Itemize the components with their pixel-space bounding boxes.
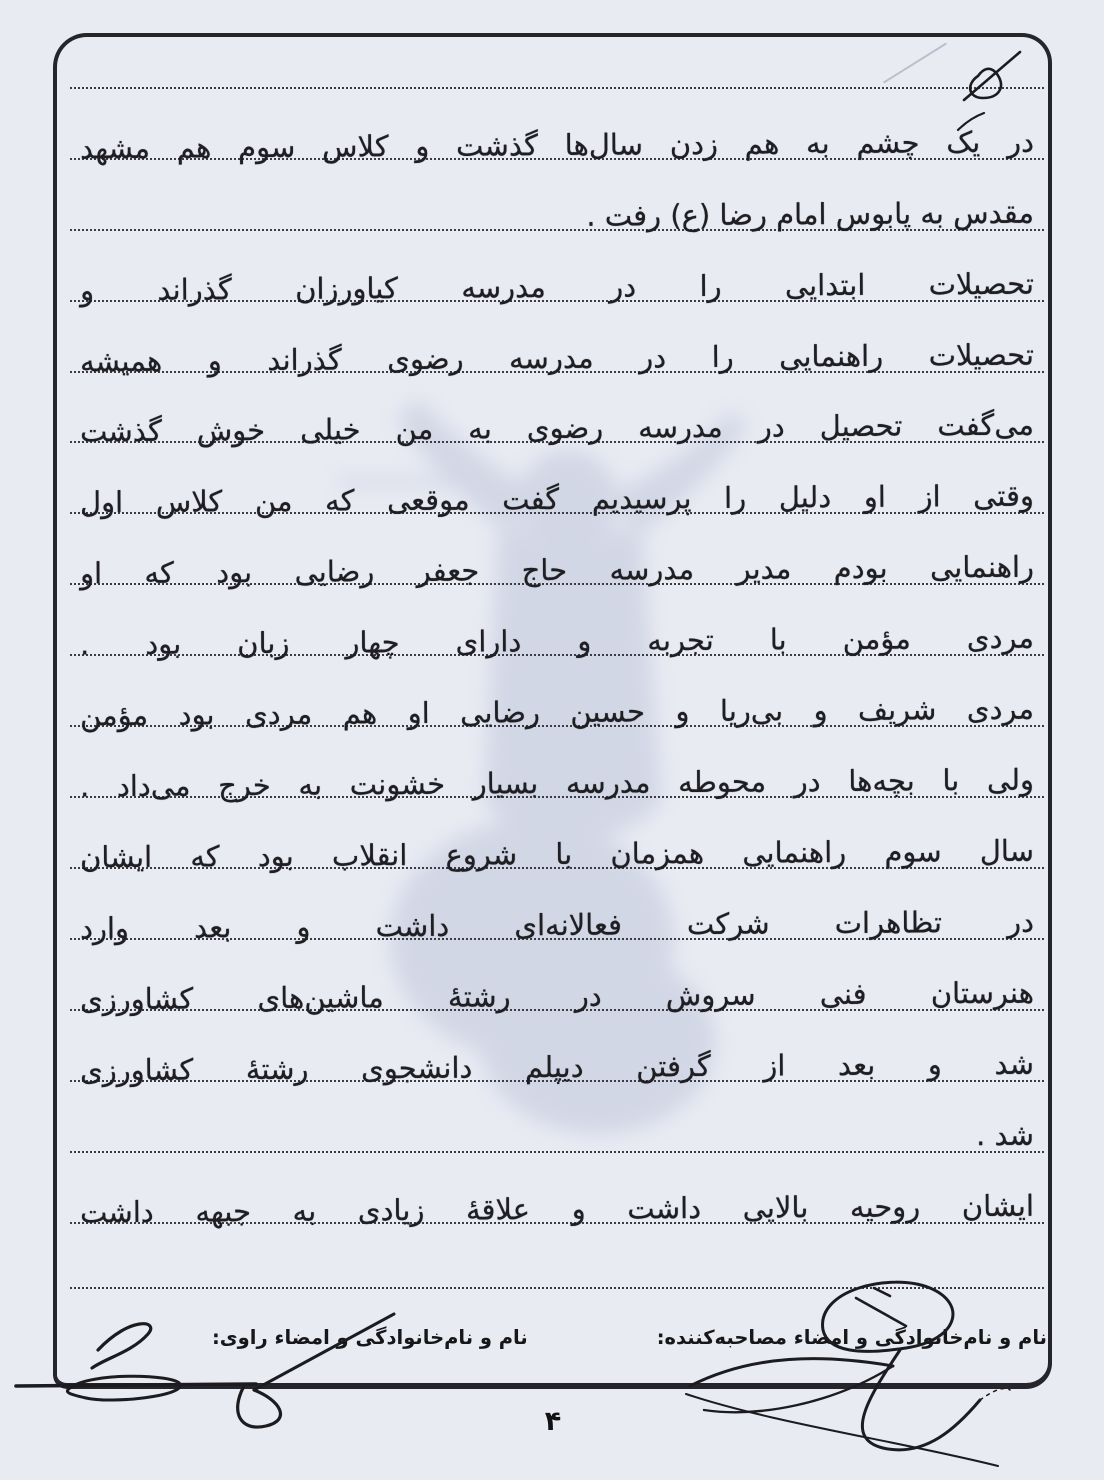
handwritten-line: ولی با بچه‌ها در محوطه مدرسه بسیار خشونت به خرج می‌داد . (79, 762, 1035, 804)
ruled-line (70, 669, 1044, 733)
page-number: ۴ (544, 1406, 562, 1437)
handwritten-line: می‌گفت تحصیل در مدرسه رضوی به من خیلی خوش گذشت (79, 407, 1035, 449)
handwritten-line: سال سوم راهنمایی همزمان با شروع انقلاب بود که ایشان (79, 833, 1035, 875)
ruled-line (70, 102, 1044, 166)
handwritten-line: شد و بعد از گرفتن دیپلم دانشجوی رشتهٔ کشاورزی (79, 1046, 1035, 1088)
ruled-line (70, 244, 1044, 308)
handwritten-line: شد . (975, 1117, 1035, 1153)
interviewer-name-signature-label: نام و نام‌خانوادگی و امضاء مصاحبه‌کننده: (656, 1326, 1047, 1349)
ruled-line (70, 527, 1044, 591)
ruled-line (70, 1095, 1044, 1153)
handwritten-line: تحصیلات راهنمایی را در مدرسه رضوی گذراند و همیشه (79, 337, 1035, 379)
handwritten-line: مردی مؤمن با تجربه و دارای چهار زبان بود . (79, 620, 1035, 662)
ruled-line (70, 1166, 1044, 1230)
ruled-line (70, 882, 1044, 946)
narrator-name-signature-label: نام و نام‌خانوادگی و امضاء راوی: (212, 1326, 528, 1349)
handwritten-line: تحصیلات ابتدایی را در مدرسه کیاورزان گذراند و (79, 266, 1035, 308)
ruled-line (70, 456, 1044, 520)
handwritten-line: ایشان روحیه بالایی داشت و علاقهٔ زیادی به جبهه داشت (79, 1188, 1035, 1230)
handwritten-line: در یک چشم به هم زدن سال‌ها گذشت و کلاس سوم هم مشهد (79, 124, 1035, 166)
ruled-line (70, 740, 1044, 804)
ruled-line (70, 811, 1044, 875)
ruled-line (70, 315, 1044, 379)
handwritten-line: وقتی از او دلیل را پرسیدیم گفت موقعی که من کلاس اول (79, 478, 1035, 520)
ruled-line (70, 953, 1044, 1017)
ruled-line (70, 598, 1044, 662)
handwritten-line: مردی شریف و بی‌ریا و حسین رضایی او هم مردی بود مؤمن (79, 691, 1035, 733)
ruled-line (70, 1024, 1044, 1088)
handwritten-line: راهنمایی بودم مدیر مدرسه حاج جعفر رضایی بود که او (79, 549, 1035, 591)
ruled-line (70, 31, 1044, 89)
ruled-line (70, 173, 1044, 231)
handwritten-line: در تظاهرات شرکت فعالانه‌ای داشت و بعد وارد (79, 904, 1035, 946)
ruled-line (70, 1231, 1044, 1289)
ruled-line (70, 385, 1044, 449)
handwritten-line: هنرستان فنی سروش در رشتهٔ ماشین‌های کشاورزی (79, 975, 1035, 1017)
handwritten-line: مقدس به پابوس امام رضا (ع) رفت . (586, 195, 1035, 233)
